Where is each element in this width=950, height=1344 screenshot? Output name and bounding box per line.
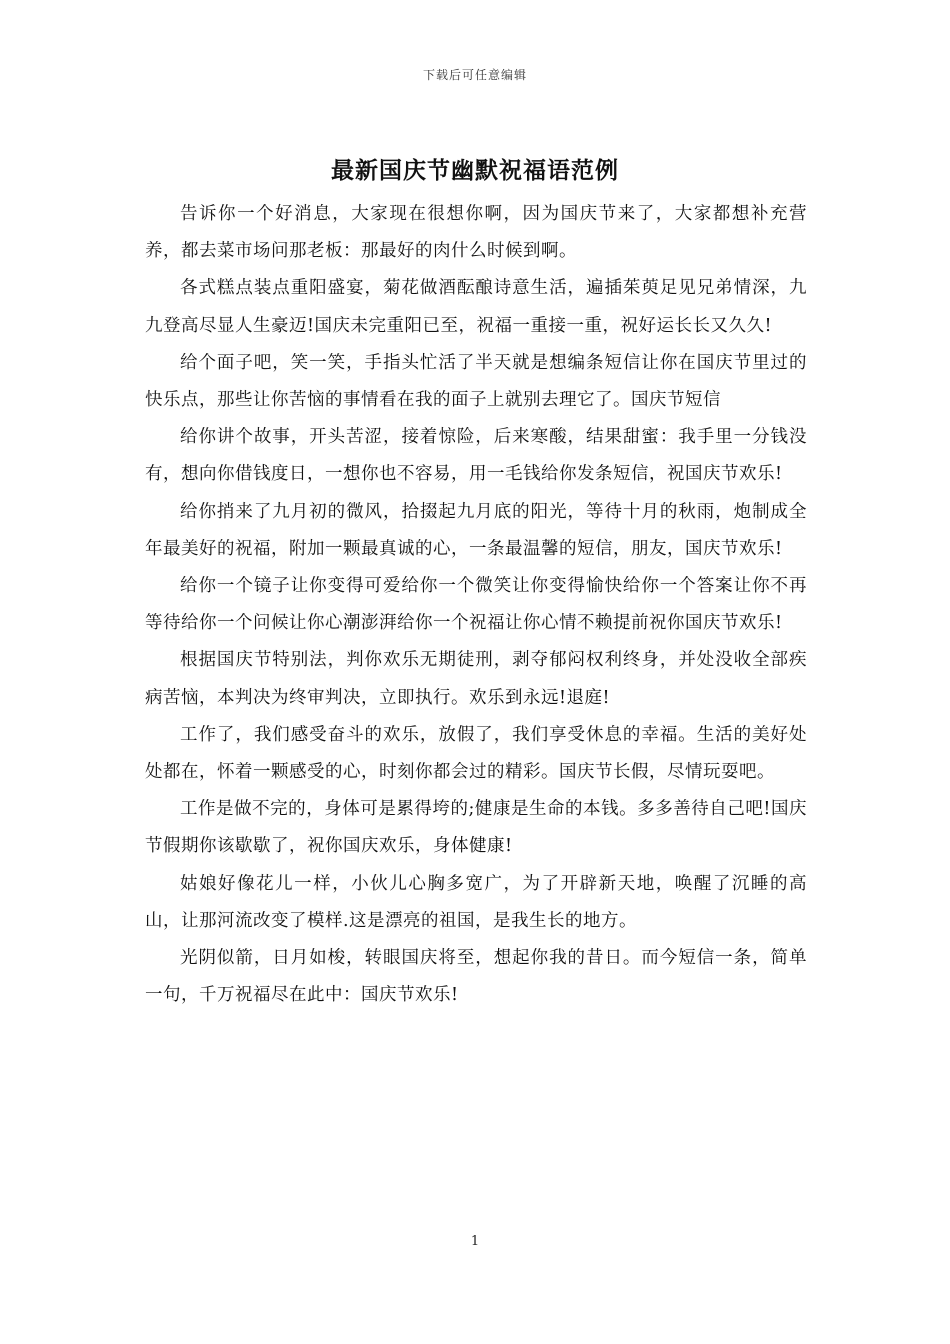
paragraph: 给个面子吧，笑一笑，手指头忙活了半天就是想编条短信让你在国庆节里过的快乐点，那些让你苦恼的事情看在我的面子上就别去理它了。国庆节短信 (145, 352, 807, 411)
header-note: 下载后可任意编辑 (422, 68, 527, 82)
paragraph: 各式糕点装点重阳盛宴，菊花做酒酝酿诗意生活，遍插茱萸足见兄弟情深，九九登高尽显人生豪迈!国庆未完重阳已至，祝福一重接一重，祝好运长长又久久! (145, 278, 807, 336)
document-body (145, 196, 807, 1014)
paragraph: 根据国庆节特别法，判你欢乐无期徒刑，剥夺郁闷权利终身，并处没收全部疾病苦恼，本判决为终审判决，立即执行。欢乐到永远!退庭! (145, 650, 807, 708)
paragraph: 光阴似箭，日月如梭，转眼国庆将至，想起你我的昔日。而今短信一条，简单一句，千万祝福尽在此中：国庆节欢乐! (145, 948, 807, 1006)
paragraph: 工作了，我们感受奋斗的欢乐，放假了，我们享受休息的幸福。生活的美好处处都在，怀着一颗感受的心，时刻你都会过的精彩。国庆节长假，尽情玩耍吧。 (145, 724, 807, 783)
paragraph: 工作是做不完的，身体可是累得垮的;健康是生命的本钱。多多善待自己吧!国庆节假期你该歇歇了，祝你国庆欢乐，身体健康! (145, 799, 807, 857)
paragraph: 给你一个镜子让你变得可爱给你一个微笑让你变得愉快给你一个答案让你不再等待给你一个问候让你心潮澎湃给你一个祝福让你心情不赖提前祝你国庆节欢乐! (145, 576, 807, 634)
document-title: 最新国庆节幽默祝福语范例 (331, 157, 619, 184)
page-number: 1 (470, 1234, 480, 1249)
paragraph: 给你捎来了九月初的微风，拾掇起九月底的阳光，等待十月的秋雨，炮制成全年最美好的祝福，附加一颗最真诚的心，一条最温馨的短信，朋友，国庆节欢乐! (145, 501, 807, 559)
paragraph: 给你讲个故事，开头苦涩，接着惊险，后来寒酸，结果甜蜜：我手里一分钱没有，想向你借钱度日，一想你也不容易，用一毛钱给你发条短信，祝国庆节欢乐! (145, 427, 807, 485)
paragraph: 告诉你一个好消息，大家现在很想你啊，因为国庆节来了，大家都想补充营养，都去菜市场问那老板：那最好的肉什么时候到啊。 (145, 204, 807, 262)
paragraph: 姑娘好像花儿一样，小伙儿心胸多宽广，为了开辟新天地，唤醒了沉睡的高山，让那河流改变了模样.这是漂亮的祖国，是我生长的地方。 (145, 873, 807, 931)
